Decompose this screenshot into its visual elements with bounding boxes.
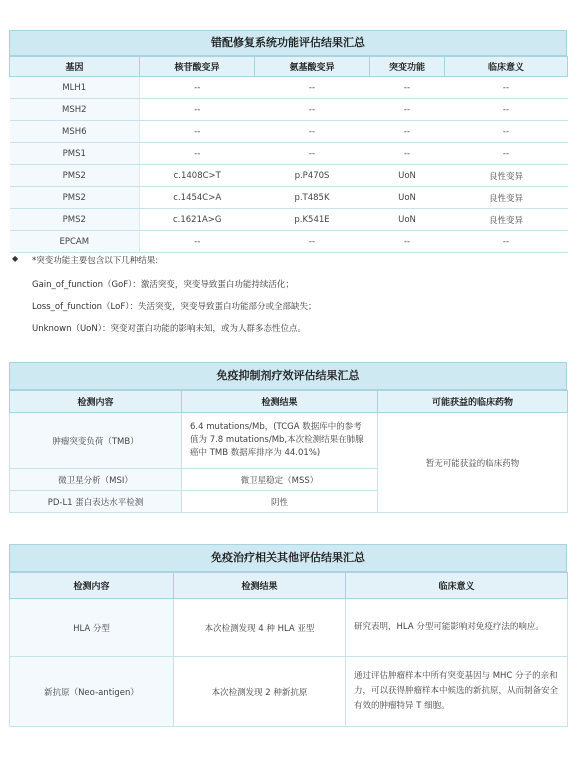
mmr-section [9,30,567,253]
mmr-cell-gene: MLH1 [10,77,140,99]
table-row [10,143,568,165]
mmr-table [9,56,568,253]
mmr-cell-gene: MSH2 [10,99,140,121]
mmr-cell-function: UoN [370,165,445,187]
mmr-cell-amino-acid: -- [255,231,370,253]
mmr-cell-amino-acid: -- [255,77,370,99]
other-section [9,544,567,727]
immune-title: 免疫抑制剂疗效评估结果汇总 [9,362,567,390]
immune-header-drug: 可能获益的临床药物 [378,391,568,413]
note-lof: Loss_of_function（LoF）：失活突变，突变导致蛋白功能部分或全部缺失； [32,302,317,312]
mmr-cell-amino-acid: -- [255,143,370,165]
mmr-cell-function: -- [370,121,445,143]
other-title: 免疫治疗相关其他评估结果汇总 [9,544,567,572]
mmr-cell-amino-acid: p.P470S [255,165,370,187]
mmr-cell-gene: PMS2 [10,187,140,209]
other-item-hla: HLA 分型 [10,599,174,657]
immune-section [9,362,567,513]
other-header-result: 检测结果 [174,573,346,599]
mmr-cell-nucleotide: c.1408C>T [140,165,255,187]
other-table [9,572,568,727]
mmr-cell-nucleotide: -- [140,143,255,165]
mmr-cell-nucleotide: -- [140,231,255,253]
mmr-cell-clinical: 良性变异 [445,187,568,209]
immune-result-pdl1: 阴性 [182,491,378,513]
other-item-neoantigen: 新抗原（Neo-antigen） [10,657,174,727]
other-clinical-neoantigen: 通过评估肿瘤样本中所有突变基因与 MHC 分子的亲和力，可以获得肿瘤样本中候选的新抗原，从而制备安全有效的肿瘤特异 T 细胞。 [346,657,568,727]
mmr-cell-gene: MSH6 [10,121,140,143]
other-header-clinical: 临床意义 [346,573,568,599]
table-row [10,77,568,99]
note-intro: *突变功能主要包含以下几种结果: [32,256,159,266]
mmr-table-body [10,77,568,253]
immune-header-result: 检测结果 [182,391,378,413]
immune-item-pdl1: PD-L1 蛋白表达水平检测 [10,491,182,513]
immune-item-msi: 微卫星分析（MSI） [10,469,182,491]
mmr-cell-gene: PMS2 [10,209,140,231]
mmr-cell-amino-acid: -- [255,99,370,121]
other-header-item: 检测内容 [10,573,174,599]
mmr-cell-clinical: -- [445,77,568,99]
mmr-header-clinical: 临床意义 [445,57,568,77]
mmr-cell-amino-acid: p.T485K [255,187,370,209]
mmr-cell-clinical: -- [445,121,568,143]
mmr-cell-clinical: -- [445,231,568,253]
mmr-cell-nucleotide: c.1454C>A [140,187,255,209]
mmr-header-function: 突变功能 [370,57,445,77]
other-result-neoantigen: 本次检测发现 2 种新抗原 [174,657,346,727]
mmr-cell-function: -- [370,231,445,253]
mmr-cell-nucleotide: -- [140,99,255,121]
note-gof: Gain_of_function（GoF）：激活突变，突变导致蛋白功能持续活化； [32,280,294,290]
mmr-cell-amino-acid: p.K541E [255,209,370,231]
mmr-cell-clinical: 良性变异 [445,209,568,231]
table-row [10,187,568,209]
mmr-cell-clinical: -- [445,99,568,121]
immune-item-tmb: 肿瘤突变负荷（TMB） [10,413,182,469]
mmr-cell-function: UoN [370,187,445,209]
mmr-title: 错配修复系统功能评估结果汇总 [9,30,567,56]
table-row [10,99,568,121]
table-row [10,413,568,469]
table-row [10,165,568,187]
mmr-cell-amino-acid: -- [255,121,370,143]
mmr-cell-gene: PMS1 [10,143,140,165]
table-row [10,599,568,657]
other-result-hla: 本次检测发现 4 种 HLA 亚型 [174,599,346,657]
mmr-cell-function: -- [370,143,445,165]
mmr-header-nucleotide: 核苷酸变异 [140,57,255,77]
note-bullet-icon: ◆ [12,254,19,263]
mmr-cell-nucleotide: -- [140,77,255,99]
note-uon: Unknown（UoN）：突变对蛋白功能的影响未知，或为人群多态性位点。 [32,324,306,334]
other-clinical-hla: 研究表明，HLA 分型可能影响对免疫疗法的响应。 [346,599,568,657]
mmr-cell-nucleotide: c.1621A>G [140,209,255,231]
immune-table [9,390,568,513]
table-row [10,231,568,253]
table-row [10,657,568,727]
mmr-header-amino-acid: 氨基酸变异 [255,57,370,77]
table-row [10,121,568,143]
mmr-cell-function: UoN [370,209,445,231]
immune-drug: 暂无可能获益的临床药物 [378,413,568,513]
mmr-cell-clinical: 良性变异 [445,165,568,187]
immune-header-item: 检测内容 [10,391,182,413]
mmr-cell-gene: PMS2 [10,165,140,187]
mmr-header-gene: 基因 [10,57,140,77]
immune-result-msi: 微卫星稳定（MSS） [182,469,378,491]
table-row [10,209,568,231]
immune-result-tmb: 6.4 mutations/Mb，(TCGA 数据库中的参考值为 7.8 mutations/Mb,本次检测结果在肺腺癌中 TMB 数据库排序为 44.01%) [182,413,378,469]
mmr-cell-function: -- [370,99,445,121]
mmr-cell-gene: EPCAM [10,231,140,253]
mmr-cell-clinical: -- [445,143,568,165]
mmr-cell-nucleotide: -- [140,121,255,143]
mmr-cell-function: -- [370,77,445,99]
